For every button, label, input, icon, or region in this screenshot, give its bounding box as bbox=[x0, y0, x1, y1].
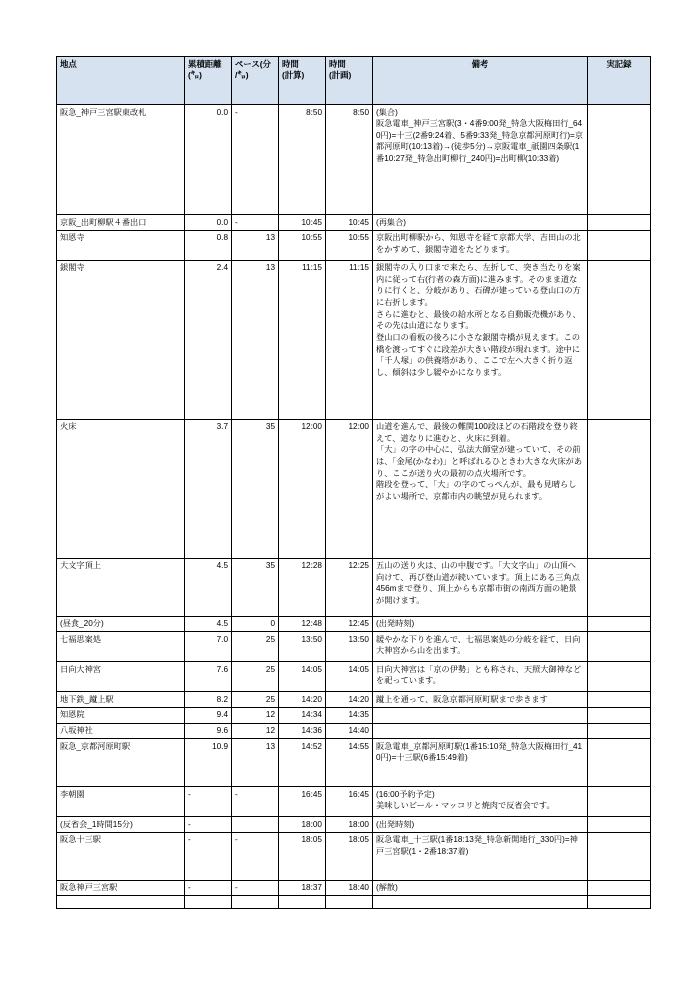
column-header-remarks bbox=[373, 57, 588, 105]
cell-time-calculated: 13:50 bbox=[279, 632, 326, 662]
cell-time-planned: 14:55 bbox=[326, 739, 373, 787]
cell-remarks: 阪急電車_十三駅(1番18:13発_特急新開地行_330円)=神戸三宮駅(1・2番18:37着) bbox=[373, 832, 588, 880]
cell-distance: 4.5 bbox=[185, 616, 232, 632]
cell-pace: 0 bbox=[232, 616, 279, 632]
cell-time-planned: 11:15 bbox=[326, 260, 373, 419]
column-header-pace-line1: ペース(分 bbox=[235, 58, 271, 69]
table-row bbox=[57, 787, 651, 817]
cell-distance: 7.6 bbox=[185, 662, 232, 692]
cell-remarks: 日向大神宮は「京の伊勢」とも称され、天照大御神などを祀っています。 bbox=[373, 662, 588, 692]
cell-time-planned: 8:50 bbox=[326, 105, 373, 215]
cell-place: 地下鉄_蹴上駅 bbox=[57, 692, 185, 708]
cell-time-planned: 12:00 bbox=[326, 419, 373, 558]
cell-remarks: (集合) 阪急電車_神戸三宮駅(3・4番9:00発_特急大阪梅田行_640円)=十三(2番9:24着、5番9:33発_特急京都河原町行)=京都河原町(10:13着)→(徒歩5分)→京阪電車_祇園四条駅(1番10:27発_特急出町柳行_240円)=出町柳(10:33着) bbox=[373, 105, 588, 215]
cell-pace: - bbox=[232, 215, 279, 231]
cell-pace: 13 bbox=[232, 230, 279, 260]
cell-time-planned: 14:40 bbox=[326, 723, 373, 739]
cell-actual-record bbox=[588, 707, 651, 723]
column-header-place-label: 地点 bbox=[60, 58, 77, 69]
cell-distance: - bbox=[185, 880, 232, 896]
table-row bbox=[57, 260, 651, 419]
cell-place: 知恩寺 bbox=[57, 230, 185, 260]
cell-actual-record bbox=[588, 817, 651, 833]
cell-place: 京阪_出町柳駅４番出口 bbox=[57, 215, 185, 231]
table-row bbox=[57, 105, 651, 215]
cell-time-planned: 16:45 bbox=[326, 787, 373, 817]
cell-pace bbox=[232, 896, 279, 909]
table-body bbox=[57, 105, 651, 909]
table-row bbox=[57, 692, 651, 708]
cell-place: 知恩院 bbox=[57, 707, 185, 723]
cell-remarks: (出発時刻) bbox=[373, 817, 588, 833]
cell-place: 阪急十三駅 bbox=[57, 832, 185, 880]
cell-time-planned: 14:35 bbox=[326, 707, 373, 723]
cell-time-calculated bbox=[279, 896, 326, 909]
cell-time-calculated: 14:52 bbox=[279, 739, 326, 787]
cell-actual-record bbox=[588, 723, 651, 739]
table-row bbox=[57, 215, 651, 231]
cell-remarks: (解散) bbox=[373, 880, 588, 896]
cell-remarks: 山道を進んで、最後の難関100段ほどの石階段を登り終えて、道なりに進むと、火床に到着。 「大」の字の中心に、弘法大師堂が建っていて、その前は、「金尾(かなわ)」と呼ばれるひときわ大きな火床があり、ここが送り火の最初の点火場所です。 階段を登って、「大」の字のてっぺんが、最も見晴らしがよい場所で、京都市内の眺望が見られます。 bbox=[373, 419, 588, 558]
cell-remarks bbox=[373, 896, 588, 909]
cell-actual-record bbox=[588, 616, 651, 632]
column-header-time-planned-line1: 時間 bbox=[329, 58, 346, 69]
cell-actual-record bbox=[588, 215, 651, 231]
table-row bbox=[57, 419, 651, 558]
cell-time-calculated: 18:37 bbox=[279, 880, 326, 896]
cell-place: 阪急神戸三宮駅 bbox=[57, 880, 185, 896]
cell-place bbox=[57, 896, 185, 909]
table-row bbox=[57, 230, 651, 260]
cell-remarks: 蹴上を通って、阪急京都河原町駅まで歩きます bbox=[373, 692, 588, 708]
cell-time-calculated: 18:00 bbox=[279, 817, 326, 833]
table-row bbox=[57, 817, 651, 833]
column-header-time-calculated bbox=[279, 57, 326, 105]
cell-pace: 12 bbox=[232, 723, 279, 739]
cell-time-calculated: 10:45 bbox=[279, 215, 326, 231]
cell-distance: 0.8 bbox=[185, 230, 232, 260]
cell-actual-record bbox=[588, 787, 651, 817]
table-row bbox=[57, 662, 651, 692]
cell-remarks: 銀閣寺の入り口まで来たら、左折して、突き当たりを案内に従って右(行者の森方面)に進みます。そのまま道なりに行くと、分岐があり、石碑が建っている登山口の方に右折します。 さらに進むと、最後の給水所となる自動販売機があり、その先は山道になります。 登山口の看板の後ろに小さな銀閣寺橋が見えます。この橋を渡ってすぐに段差が大きい階段が現れます。途中に「千人塚」の供養塔があり、ここで左へ大きく折り返し、傾斜は少し緩やかになります。 bbox=[373, 260, 588, 419]
cell-time-planned: 12:25 bbox=[326, 558, 373, 616]
column-header-remarks-label: 備考 bbox=[471, 58, 489, 69]
cell-place: 火床 bbox=[57, 419, 185, 558]
cell-actual-record bbox=[588, 105, 651, 215]
cell-distance bbox=[185, 896, 232, 909]
cell-time-calculated: 18:05 bbox=[279, 832, 326, 880]
cell-actual-record bbox=[588, 692, 651, 708]
cell-remarks: 五山の送り火は、山の中腹です。「大文字山」の山頂へ向けて、再び登山道が続いています。頂上にある三角点456mまで登り、頂上からも京都市街の南西方面の絶景が開けます。 bbox=[373, 558, 588, 616]
column-header-pace-line2: /㌔) bbox=[235, 70, 249, 81]
cell-time-calculated: 14:05 bbox=[279, 662, 326, 692]
cell-time-planned: 18:40 bbox=[326, 880, 373, 896]
cell-pace: 13 bbox=[232, 260, 279, 419]
cell-time-calculated: 11:15 bbox=[279, 260, 326, 419]
cell-remarks: (出発時刻) bbox=[373, 616, 588, 632]
column-header-distance-line1: 累積距離 bbox=[188, 58, 222, 69]
cell-time-planned: 10:45 bbox=[326, 215, 373, 231]
cell-distance: 0.0 bbox=[185, 105, 232, 215]
cell-actual-record bbox=[588, 260, 651, 419]
cell-place: 李朝園 bbox=[57, 787, 185, 817]
itinerary-table bbox=[56, 56, 651, 909]
cell-distance: 9.6 bbox=[185, 723, 232, 739]
cell-place: 阪急_神戸三宮駅東改札 bbox=[57, 105, 185, 215]
cell-place: 日向大神宮 bbox=[57, 662, 185, 692]
cell-time-planned: 10:55 bbox=[326, 230, 373, 260]
table-row bbox=[57, 880, 651, 896]
cell-remarks bbox=[373, 723, 588, 739]
cell-distance: 8.2 bbox=[185, 692, 232, 708]
column-header-actual-record-label: 実記録 bbox=[606, 58, 632, 69]
cell-time-planned: 18:00 bbox=[326, 817, 373, 833]
cell-time-calculated: 12:48 bbox=[279, 616, 326, 632]
column-header-distance bbox=[185, 57, 232, 105]
cell-pace: 13 bbox=[232, 739, 279, 787]
table-row bbox=[57, 896, 651, 909]
table-row bbox=[57, 632, 651, 662]
header-row bbox=[57, 57, 651, 105]
cell-time-planned: 18:05 bbox=[326, 832, 373, 880]
cell-distance: 3.7 bbox=[185, 419, 232, 558]
cell-pace: - bbox=[232, 787, 279, 817]
cell-time-calculated: 14:34 bbox=[279, 707, 326, 723]
table-row bbox=[57, 832, 651, 880]
cell-pace: 25 bbox=[232, 662, 279, 692]
cell-time-planned bbox=[326, 896, 373, 909]
column-header-distance-line2: (㌔) bbox=[188, 70, 202, 81]
cell-remarks bbox=[373, 707, 588, 723]
cell-actual-record bbox=[588, 662, 651, 692]
cell-pace: 35 bbox=[232, 419, 279, 558]
cell-remarks: 緩やかな下りを進んで、七福思案処の分岐を経て、日向大神宮から山を出ます。 bbox=[373, 632, 588, 662]
cell-pace: - bbox=[232, 880, 279, 896]
table-row bbox=[57, 616, 651, 632]
column-header-time-calculated-line1: 時間 bbox=[282, 58, 299, 69]
cell-actual-record bbox=[588, 739, 651, 787]
cell-distance: 7.0 bbox=[185, 632, 232, 662]
cell-time-planned: 13:50 bbox=[326, 632, 373, 662]
cell-distance: - bbox=[185, 787, 232, 817]
cell-remarks: (再集合) bbox=[373, 215, 588, 231]
cell-distance: 10.9 bbox=[185, 739, 232, 787]
cell-remarks: 阪急電車_京都河原町駅(1番15:10発_特急大阪梅田行_410円)=十三駅(6番15:49着) bbox=[373, 739, 588, 787]
cell-distance: 9.4 bbox=[185, 707, 232, 723]
cell-actual-record bbox=[588, 880, 651, 896]
cell-time-calculated: 14:20 bbox=[279, 692, 326, 708]
cell-time-calculated: 12:28 bbox=[279, 558, 326, 616]
cell-time-calculated: 14:36 bbox=[279, 723, 326, 739]
cell-distance: - bbox=[185, 817, 232, 833]
cell-pace: 12 bbox=[232, 707, 279, 723]
cell-place: (反省会_1時間15分) bbox=[57, 817, 185, 833]
cell-pace bbox=[232, 817, 279, 833]
cell-time-calculated: 8:50 bbox=[279, 105, 326, 215]
cell-place: (昼食_20分) bbox=[57, 616, 185, 632]
table-header bbox=[57, 57, 651, 105]
cell-time-planned: 12:45 bbox=[326, 616, 373, 632]
cell-remarks: 京阪出町柳駅から、知恩寺を経て京都大学、吉田山の北をかすめて、銀閣寺道をたどります。 bbox=[373, 230, 588, 260]
cell-actual-record bbox=[588, 419, 651, 558]
cell-place: 大文字頂上 bbox=[57, 558, 185, 616]
cell-distance: 0.0 bbox=[185, 215, 232, 231]
column-header-time-planned-line2: (計画) bbox=[329, 70, 352, 81]
cell-place: 七福思案処 bbox=[57, 632, 185, 662]
cell-pace: - bbox=[232, 105, 279, 215]
column-header-place bbox=[57, 57, 185, 105]
cell-distance: - bbox=[185, 832, 232, 880]
cell-actual-record bbox=[588, 230, 651, 260]
cell-actual-record bbox=[588, 632, 651, 662]
cell-pace: 25 bbox=[232, 632, 279, 662]
column-header-pace bbox=[232, 57, 279, 105]
column-header-time-planned bbox=[326, 57, 373, 105]
cell-distance: 4.5 bbox=[185, 558, 232, 616]
cell-actual-record bbox=[588, 558, 651, 616]
cell-pace: - bbox=[232, 832, 279, 880]
cell-remarks: (16:00予約予定) 美味しいビール・マッコリと焼肉で反省会です。 bbox=[373, 787, 588, 817]
cell-time-calculated: 12:00 bbox=[279, 419, 326, 558]
cell-time-calculated: 16:45 bbox=[279, 787, 326, 817]
column-header-actual-record bbox=[588, 57, 651, 105]
table-row bbox=[57, 723, 651, 739]
cell-place: 銀閣寺 bbox=[57, 260, 185, 419]
cell-pace: 35 bbox=[232, 558, 279, 616]
cell-actual-record bbox=[588, 896, 651, 909]
cell-time-planned: 14:20 bbox=[326, 692, 373, 708]
cell-time-planned: 14:05 bbox=[326, 662, 373, 692]
cell-pace: 25 bbox=[232, 692, 279, 708]
cell-place: 阪急_京都河原町駅 bbox=[57, 739, 185, 787]
column-header-time-calculated-line2: (計算) bbox=[282, 70, 305, 81]
table-row bbox=[57, 558, 651, 616]
table-row bbox=[57, 707, 651, 723]
cell-time-calculated: 10:55 bbox=[279, 230, 326, 260]
cell-distance: 2.4 bbox=[185, 260, 232, 419]
cell-actual-record bbox=[588, 832, 651, 880]
cell-place: 八坂神社 bbox=[57, 723, 185, 739]
table-row bbox=[57, 739, 651, 787]
